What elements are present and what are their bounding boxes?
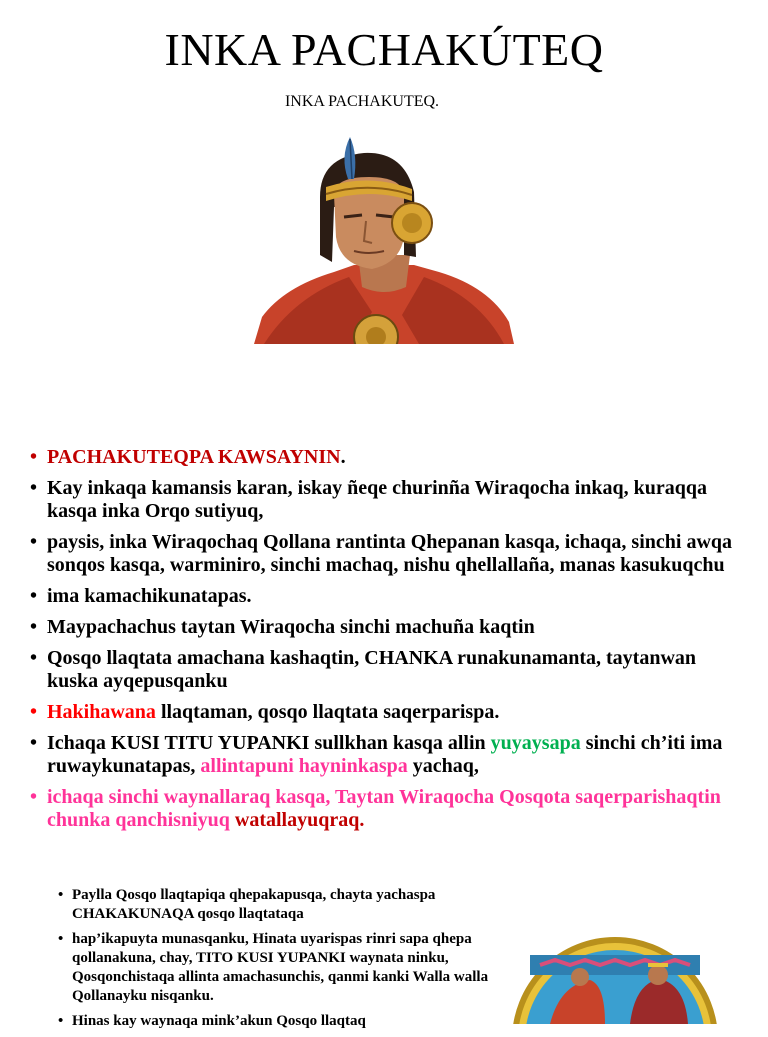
list-item-text: hap’ikapuyta munasqanku, Hinata uyarispas rinri sapa qhepa qollanakuna, chay, TITO KUSI YUPANKI waynata ninku, Qosqonchistaqa allinta amachasunchis, qanmi kanki Walla walla Qollanayku nisqanku. <box>72 931 489 1004</box>
page-subtitle: INKA PACHAKUTEQ. <box>284 93 440 110</box>
inka-portrait-image <box>254 137 514 344</box>
list-item-text: yachaq, <box>407 755 479 777</box>
bullet-marker: • <box>30 477 38 499</box>
highlight-place-name: Hakihawana <box>47 701 156 723</box>
list-item-text: sinchi ch’iti ima ruwaykunatapas, <box>47 732 723 777</box>
list-item-text: paysis, inka Wiraqochaq Qollana rantinta Qhepanan kasqa, ichaqa, sinchi awqa sonqos kasqa, warminiro, sinchi machaq, nishu qhellallaña, manas kasukuqchu <box>47 531 733 576</box>
bullet-marker: • <box>58 887 64 903</box>
list-item-text: Maypachachus taytan Wiraqocha sinchi machuña kaqtin <box>47 616 535 638</box>
list-item <box>30 732 750 778</box>
highlight-red-text: watallayuqraq. <box>229 809 365 831</box>
list-item <box>30 786 750 832</box>
highlight-green-text: yuyaysapa <box>490 732 581 754</box>
list-item <box>58 930 508 1006</box>
list-item <box>30 585 750 608</box>
secondary-bullet-list <box>58 886 508 1037</box>
main-bullet-list <box>30 446 750 840</box>
page-title: INKA PACHAKÚTEQ <box>164 24 604 75</box>
list-item <box>30 446 750 469</box>
bullet-marker: • <box>30 616 38 638</box>
bullet-marker: • <box>58 931 64 947</box>
highlight-pink-text: ichaqa sinchi waynallaraq kasqa, Taytan Wiraqocha Qosqota saqerparishaqtin chunka qanchisniyuq <box>47 786 721 831</box>
list-item-text: Kay inkaqa kamansis karan, iskay ñeqe churinña Wiraqocha inkaq, kuraqqa kasqa inka Orqo sutiyuq, <box>47 477 708 522</box>
list-item-text: llaqtaman, qosqo llaqtata saqerparispa. <box>155 701 500 723</box>
list-item-text: Hinas kay waynaqa mink’akun Qosqo llaqtaq <box>72 1013 366 1029</box>
bullet-marker: • <box>58 1013 64 1029</box>
bullet-marker: • <box>30 531 38 553</box>
list-item-text: Ichaqa KUSI TITU YUPANKI sullkhan kasqa allin <box>47 732 491 754</box>
list-item-text: Qosqo llaqtata amachana kashaqtin, CHANKA runakunamanta, taytanwan kuska ayqepusqanku <box>47 647 697 692</box>
framed-illustration-image <box>510 935 720 1024</box>
bullet-marker: • <box>30 446 38 468</box>
list-item <box>30 616 750 639</box>
list-item-text: Paylla Qosqo llaqtapiqa qhepakapusqa, chayta yachaspa CHAKAKUNAQA qosqo llaqtataqa <box>72 887 436 922</box>
list-item-text: ima kamachikunatapas. <box>47 585 252 607</box>
highlight-pink-text: allintapuni hayninkaspa <box>200 755 408 777</box>
list-item <box>30 647 750 693</box>
bullet-marker: • <box>30 701 38 723</box>
list-item <box>58 1012 508 1031</box>
bullet-marker: • <box>30 647 38 669</box>
bullet-marker: • <box>30 732 38 754</box>
list-item-text: . <box>340 446 346 468</box>
list-item <box>30 477 750 523</box>
section-heading: PACHAKUTEQPA KAWSAYNIN <box>47 446 341 468</box>
list-item <box>58 886 508 924</box>
bullet-marker: • <box>30 585 38 607</box>
list-item <box>30 531 750 577</box>
list-item <box>30 701 750 724</box>
bullet-marker: • <box>30 786 38 808</box>
